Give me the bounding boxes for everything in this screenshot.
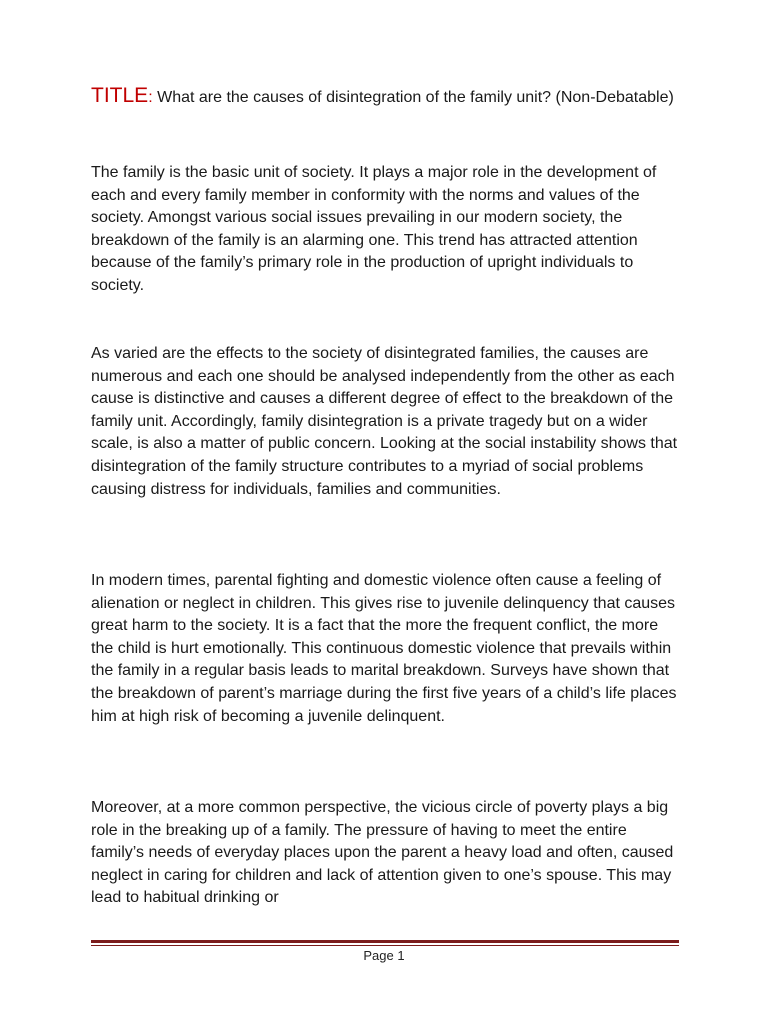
- paragraph-2: As varied are the effects to the society of disintegrated families, the causes are numerous and each one should be analysed independently from the other as each cause is distinctive and causes a different degree of effect to the breakdown of the family unit. Accordingly, family disintegration is a private tragedy but on a wider scale, is also a matter of public concern. Looking at the social instability shows that disintegration of the family structure contributes to a myriad of social problems causing distress for individuals, families and communities.: [91, 345, 678, 498]
- title-text: What are the causes of disintegration of the family unit? (Non-Debatable): [152, 89, 674, 106]
- footer-rule-thin: [91, 945, 679, 946]
- page-number: Page 1: [363, 948, 405, 963]
- paragraph-3: In modern times, parental fighting and domestic violence often cause a feeling of alienation or neglect in children. This gives rise to juvenile delinquency that causes great harm to the society. It is a fact that the more the frequent conflict, the more the child is hurt emotionally. This continuous domestic violence that prevails within the family in a regular basis leads to marital breakdown. Surveys have shown that the breakdown of parent’s marriage during the first five years of a child’s life places him at high risk of becoming a juvenile delinquent.: [91, 572, 677, 725]
- document-title: [91, 84, 681, 109]
- paragraph-4: Moreover, at a more common perspective, the vicious circle of poverty plays a big role in the breaking up of a family. The pressure of having to meet the entire family’s needs of everyday places upon the parent a heavy load and often, caused neglect in caring for children and lack of attention given to one’s spouse. This may lead to habitual drinking or: [91, 799, 674, 907]
- title-colon: :: [148, 89, 153, 106]
- footer-rule: [91, 940, 679, 943]
- title-label: TITLE: [91, 84, 149, 107]
- paragraph-1: The family is the basic unit of society. It plays a major role in the development of each and every family member in conformity with the norms and values of the society. Amongst various social issues prevailing in our modern society, the breakdown of the family is an alarming one. This trend has attracted attention because of the family’s primary role in the production of upright individuals to society.: [91, 164, 657, 294]
